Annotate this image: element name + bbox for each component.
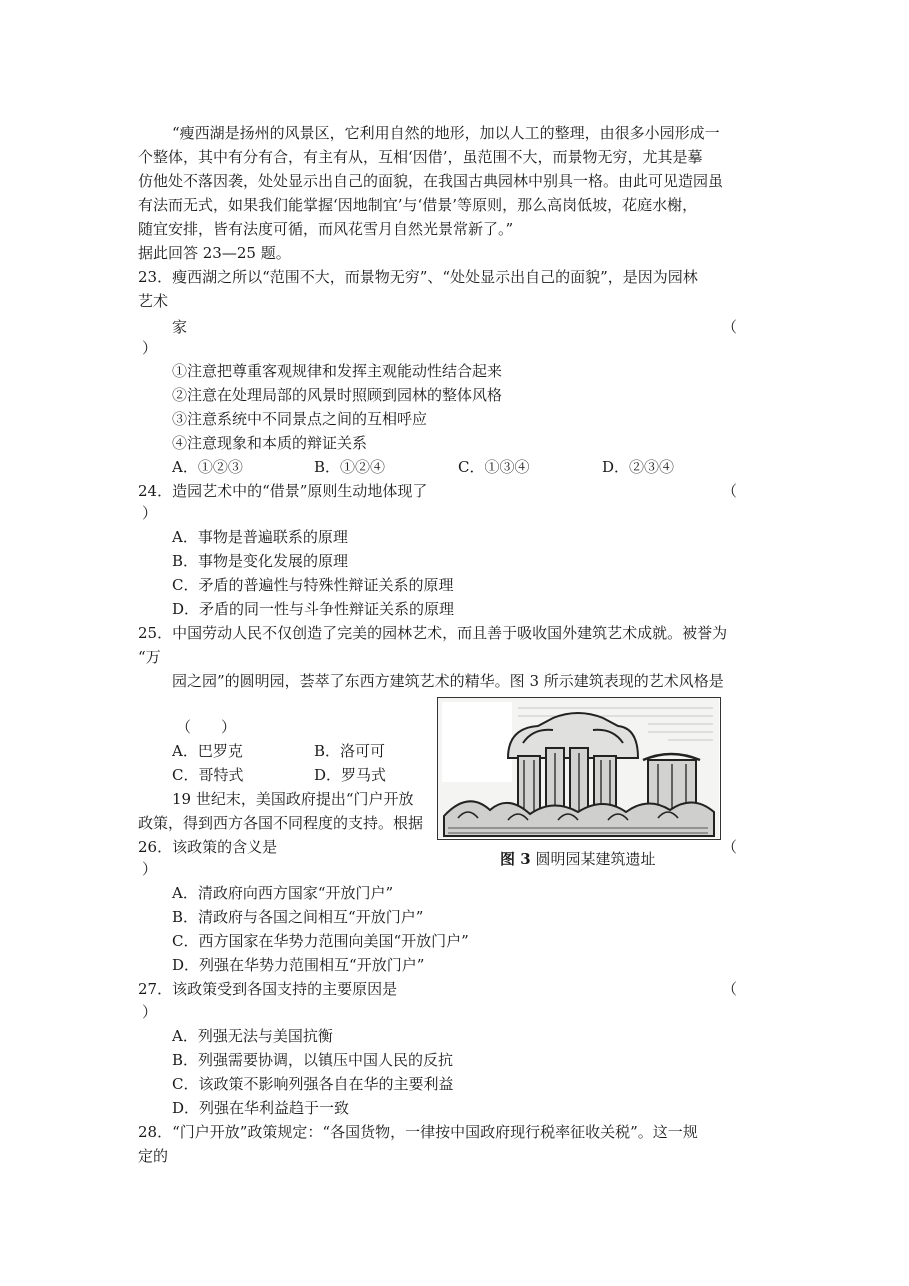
passage2-line-2: 政策，得到西方各国不同程度的支持。根据 xyxy=(138,814,424,832)
q28-stem-line-1: 28．“门户开放”政策规定：“各国货物，一律按中国政府现行税率征收关税”。这一规 xyxy=(138,1123,698,1141)
passage-line-4: 有法而无式，如果我们能掌握‘因地制宜’与‘借景’等原则，那么高岗低坡，花庭水榭， xyxy=(138,196,698,214)
q26-stem: 26．该政策的含义是 xyxy=(138,838,278,856)
q26-option-d: D．列强在华势力范围相互“开放门户” xyxy=(172,956,425,974)
q26-option-a: A．清政府向西方国家“开放门户” xyxy=(172,884,394,902)
q23-option-d: D．②③④ xyxy=(602,458,675,476)
q23-option-c: C．①③④ xyxy=(458,458,530,476)
q26-paren-close: ） xyxy=(142,860,158,878)
q23-item-4: ④注意现象和本质的辩证关系 xyxy=(172,434,368,452)
q27-option-b: B．列强需要协调，以镇压中国人民的反抗 xyxy=(172,1051,454,1069)
q23-option-b: B．①②④ xyxy=(314,458,386,476)
figure-caption-text: 圆明园某建筑遗址 xyxy=(530,850,656,868)
q27-paren-close: ） xyxy=(142,1003,158,1021)
q25-option-b: B．洛可可 xyxy=(314,742,386,760)
q26-paren-open: （ xyxy=(722,838,738,856)
passage-line-5: 随宜安排，皆有法度可循，而风花雪月自然光景常新了。” xyxy=(138,220,514,238)
q28-stem-line-2: 定的 xyxy=(138,1147,169,1165)
q27-stem: 27．该政策受到各国支持的主要原因是 xyxy=(138,980,398,998)
q23-paren-open: （ xyxy=(722,318,738,336)
figure-label: 图 3 xyxy=(500,850,531,868)
q23-stem-line-3: 家 xyxy=(172,318,188,336)
q23-item-2: ②注意在处理局部的风景时照顾到园林的整体风格 xyxy=(172,386,503,404)
q25-stem-line-1: 25．中国劳动人民不仅创造了完美的园林艺术，而且善于吸收国外建筑艺术成就。被誉为 xyxy=(138,624,728,642)
q27-option-d: D．列强在华利益趋于一致 xyxy=(172,1099,350,1117)
q27-option-c: C．该政策不影响列强各自在华的主要利益 xyxy=(172,1075,454,1093)
passage-instruction: 据此回答 23—25 题。 xyxy=(138,244,291,262)
figure-ruins-image xyxy=(437,697,721,840)
q24-stem: 24．造园艺术中的“借景”原则生动地体现了 xyxy=(138,482,428,500)
q26-option-b: B．清政府与各国之间相互“开放门户” xyxy=(172,908,424,926)
q24-option-a: A．事物是普遍联系的原理 xyxy=(172,528,348,546)
passage-line-3: 仿他处不落因袭，处处显示出自己的面貌，在我国古典园林中别具一格。由此可见造园虽 xyxy=(138,172,724,190)
q24-paren-close: ） xyxy=(142,504,158,522)
q24-option-c: C．矛盾的普遍性与特殊性辩证关系的原理 xyxy=(172,576,454,594)
q23-option-a: A．①②③ xyxy=(172,458,243,476)
passage-line-1: “瘦西湖是扬州的风景区，它利用自然的地形，加以人工的整理，由很多小园形成一 xyxy=(172,124,720,142)
q25-option-a: A．巴罗克 xyxy=(172,742,243,760)
q24-option-b: B．事物是变化发展的原理 xyxy=(172,552,349,570)
q23-paren-close: ） xyxy=(142,339,158,357)
yuanmingyuan-ruins-drawing xyxy=(438,698,719,838)
q25-option-c: C．哥特式 xyxy=(172,766,244,784)
q23-stem-line-2: 艺术 xyxy=(138,292,169,310)
q23-item-1: ①注意把尊重客观规律和发挥主观能动性结合起来 xyxy=(172,362,503,380)
figure-caption xyxy=(500,848,655,869)
q24-option-d: D．矛盾的同一性与斗争性辩证关系的原理 xyxy=(172,600,455,618)
q25-paren: （ ） xyxy=(176,718,237,736)
q27-option-a: A．列强无法与美国抗衡 xyxy=(172,1027,333,1045)
q24-paren-open: （ xyxy=(722,482,738,500)
q23-stem-line-1: 23．瘦西湖之所以“范围不大，而景物无穷”、“处处显示出自己的面貌”，是因为园林 xyxy=(138,268,698,286)
q25-stem-line-2: “万 xyxy=(138,648,161,666)
q27-paren-open: （ xyxy=(722,980,738,998)
passage-line-2: 个整体，其中有分有合，有主有从，互相‘因借’，虽范围不大，而景物无穷，尤其是摹 xyxy=(138,148,703,166)
q25-option-d: D．罗马式 xyxy=(314,766,387,784)
passage2-line-1: 19 世纪末，美国政府提出“门户开放 xyxy=(172,790,414,808)
q26-option-c: C．西方国家在华势力范围向美国“开放门户” xyxy=(172,932,469,950)
q23-item-3: ③注意系统中不同景点之间的互相呼应 xyxy=(172,410,428,428)
q25-stem-line-3: 园之园”的圆明园，荟萃了东西方建筑艺术的精华。图 3 所示建筑表现的艺术风格是 xyxy=(172,672,724,690)
